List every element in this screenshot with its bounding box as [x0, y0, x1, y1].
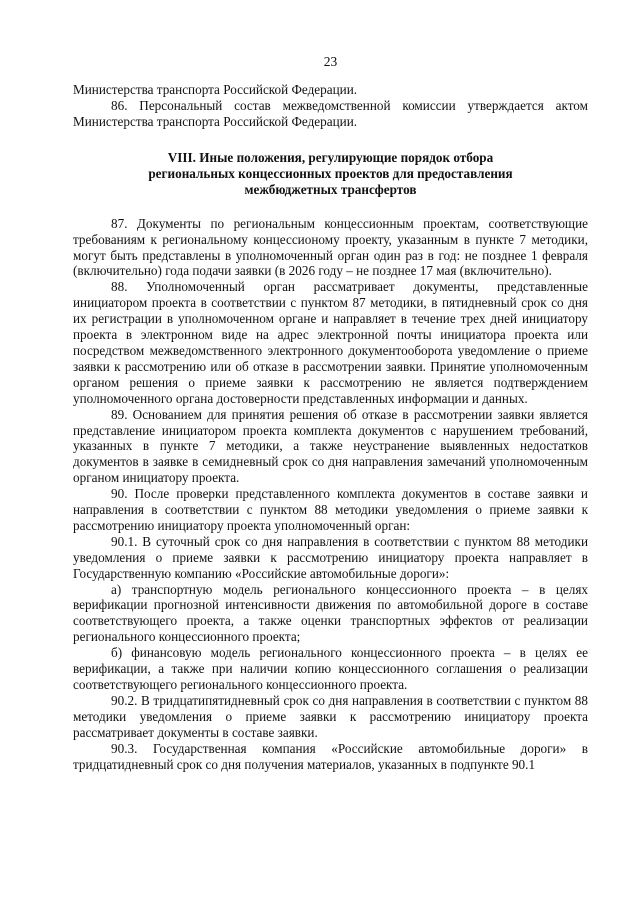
section-heading-line-2: региональных концессионных проектов для предоставления [148, 165, 513, 181]
paragraph-90-2: 90.2. В тридцатипятидневный срок со дня направления в соответствии с пунктом 88 методики уведомления о приеме заявки к рассмотрению инициатору проекта рассматривает документы в составе заявки. [73, 692, 588, 740]
paragraph-90-1-a: а) транспортную модель регионального концессионного проекта – в целях верификации прогнозной интенсивности движения по автомобильной дороге в составе соответствующего проекта, а также оценки транспортных эффектов от реализации регионального концессионного проекта; [73, 581, 588, 645]
section-heading-line-3: межбюджетных трансфертов [244, 181, 417, 197]
section-heading [73, 150, 588, 198]
paragraph-86: 86. Персональный состав межведомственной комиссии утверждается актом Министерства транспорта Российской Федерации. [73, 97, 588, 129]
paragraph-87: 87. Документы по региональным концессионным проектам, соответствующие требованиям к региональному концессионому проекту, указанным в пункте 7 методики, могут быть представлены в уполномоченный орган один раз в год: не позднее 1 февраля (включительно) года подачи заявки (в 2026 году – не позднее 17 мая (включительно). [73, 215, 588, 279]
paragraph-88: 88. Уполномоченный орган рассматривает документы, представленные инициатором проекта в соответствии с пунктом 87 методики, в пятидневный срок со дня их регистрации в уполномоченном органе и направляет в течение трех дней инициатору проекта в электронном виде на адрес электронной почты инициатора проекта или посредством межведомственного электронного документооборота уведомление о приеме заявки к рассмотрению или об отказе в рассмотрении заявки. Принятие уполномоченным органом решения о приеме заявки к рассмотрению не является подтверждением уполномоченного органа достоверности представленных информации и данных. [73, 279, 588, 406]
intro-text: Министерства транспорта Российской Федерации. [73, 82, 358, 97]
paragraph-90-1: 90.1. В суточный срок со дня направления в соответствии с пунктом 88 методики уведомления о приеме заявки к рассмотрению инициатору проекта направляет в Государственную компанию «Российские автомобильные дороги»: [73, 533, 588, 581]
paragraph-90-1-b: б) финансовую модель регионального концессионного проекта – в целях ее верификации, а также при наличии копию концессионного соглашения о реализации соответствующего регионального концессионного проекта. [73, 645, 588, 692]
paragraph-89: 89. Основанием для принятия решения об отказе в рассмотрении заявки является представление инициатором проекта комплекта документов с нарушением требований, указанных в пункте 7 методики, а также неустранение выявленных недостатков документов в заявке в семидневный срок со дня направления замечаний уполномоченным органом инициатору проекта. [73, 406, 588, 486]
paragraph-90-3: 90.3. Государственная компания «Российские автомобильные дороги» в тридцатидневный срок со дня получения материалов, указанных в подпункте 90.1 [73, 740, 588, 772]
page-number: 23 [323, 54, 338, 69]
section-heading-line-1: VIII. Иные положения, регулирующие порядок отбора [167, 149, 494, 165]
paragraph-90: 90. После проверки представленного комплекта документов в составе заявки и направления в соответствии с пунктом 88 методики уведомления о приеме заявки к рассмотрению инициатору проекта уполномоченный орган: [73, 486, 588, 533]
